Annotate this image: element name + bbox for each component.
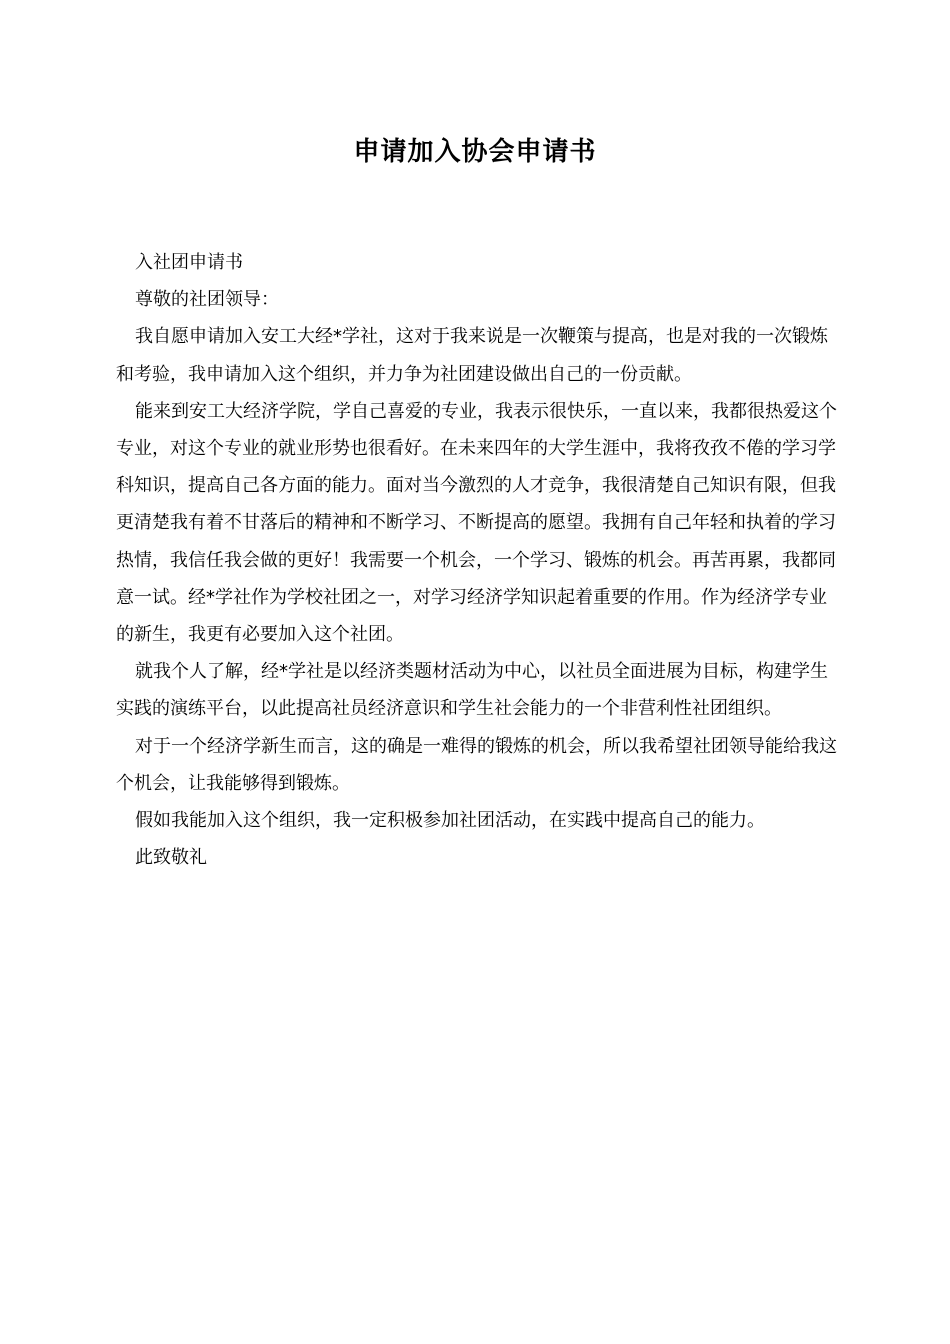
- paragraph-request: 对于一个经济学新生而言，这的确是一难得的锻炼的机会，所以我希望社团领导能给我这个机会，让我能够得到锻炼。: [116, 735, 837, 794]
- salutation: 尊敬的社团领导：: [135, 289, 279, 311]
- document-title: 申请加入协会申请书: [353, 137, 597, 167]
- document-body: [116, 244, 838, 876]
- paragraph-intro: 我自愿申请加入安工大经*学社，这对于我来说是一次鞭策与提高，也是对我的一次锻炼和考验，我申请加入这个组织，并力争为社团建设做出自己的一份贡献。: [116, 326, 828, 385]
- paragraph-motivation: 能来到安工大经济学院，学自己喜爱的专业，我表示很快乐，一直以来，我都很热爱这个专业，对这个专业的就业形势也很看好。在未来四年的大学生涯中，我将孜孜不倦的学习学科知识，提高自己各方面的能力。面对当今激烈的人才竞争，我很清楚自己知识有限，但我更清楚我有着不甘落后的精神和不断学习、不断提高的愿望。我拥有自己年轻和执着的学习热情，我信任我会做的更好！我需要一个机会，一个学习、锻炼的机会。再苦再累，我都同意一试。经*学社作为学校社团之一，对学习经济学知识起着重要的作用。作为经济学专业的新生，我更有必要加入这个社团。: [116, 400, 837, 646]
- paragraph-society-description: 就我个人了解，经*学社是以经济类题材活动为中心，以社员全面进展为目标，构建学生实践的演练平台，以此提高社员经济意识和学生社会能力的一个非营利性社团组织。: [116, 661, 828, 720]
- closing: 此致敬礼: [135, 847, 207, 869]
- heading-line: 入社团申请书: [135, 252, 243, 273]
- paragraph-commitment: 假如我能加入这个组织，我一定积极参加社团活动，在实践中提高自己的能力。: [135, 810, 765, 832]
